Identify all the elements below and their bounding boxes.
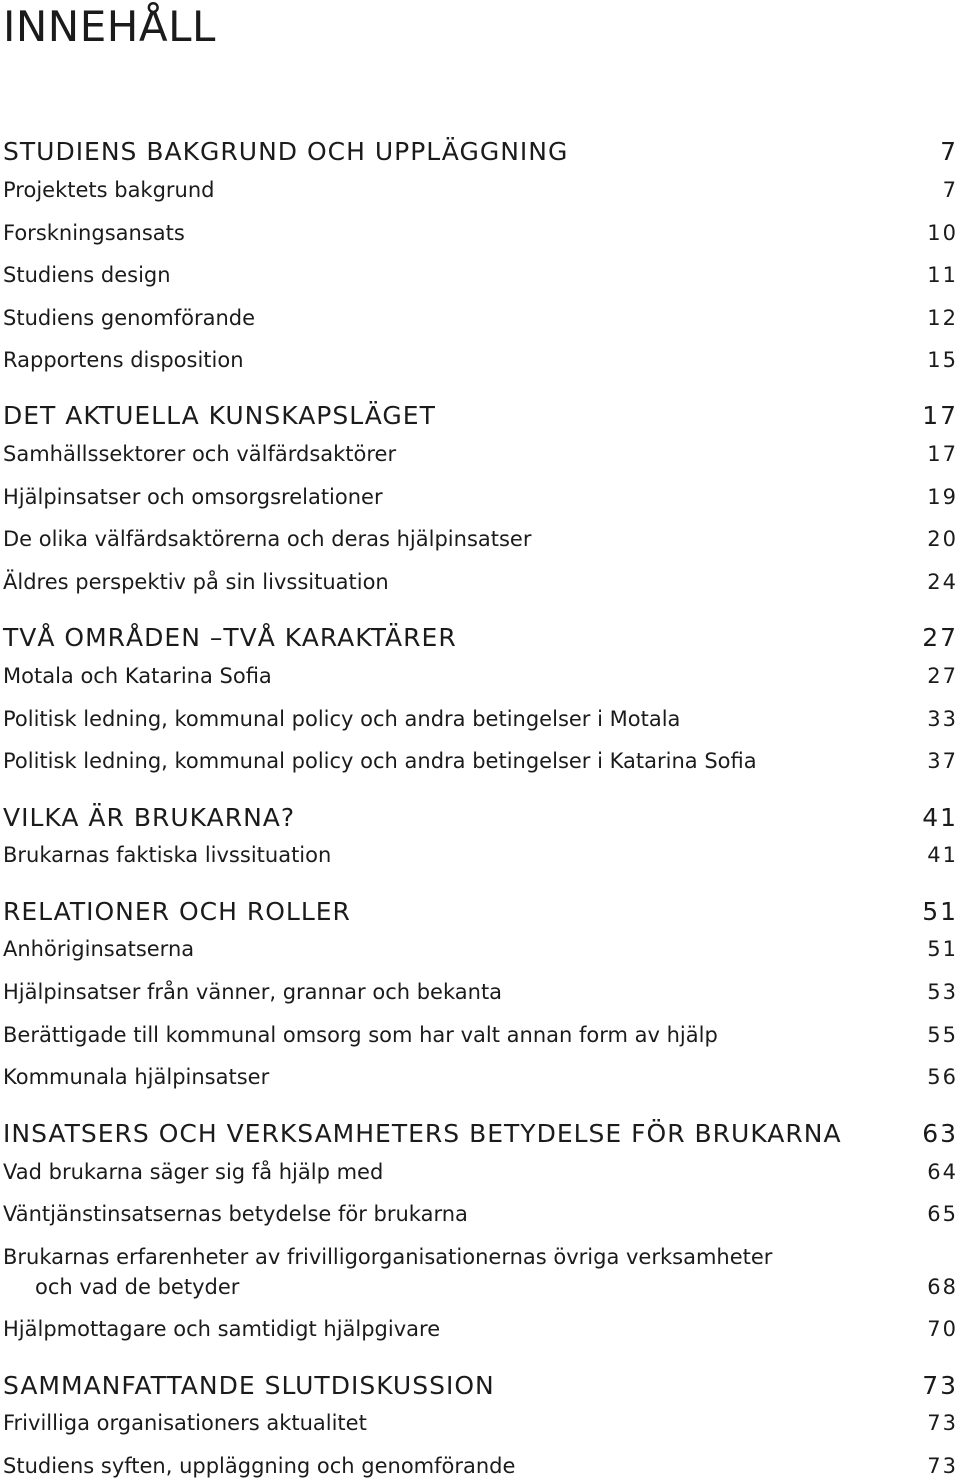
toc-entry[interactable] (3, 1199, 958, 1229)
toc-entry-label: Vad brukarna säger sig få hjälp med (3, 1160, 384, 1184)
toc-page-number: 37 (927, 749, 958, 773)
toc-page-number: 20 (927, 527, 958, 551)
toc-page-number: 11 (927, 263, 958, 287)
toc-page-number: 51 (922, 897, 958, 926)
toc-entry-label: Politisk ledning, kommunal policy och andra betingelser i Katarina Sofia (3, 749, 757, 773)
toc-section-heading[interactable] (3, 1371, 958, 1401)
toc-entry-label: Studiens genomförande (3, 306, 256, 330)
toc-page-number: 17 (922, 401, 958, 430)
toc-page-number: 17 (927, 442, 958, 466)
toc-entry-label: Frivilliga organisationers aktualitet (3, 1411, 367, 1435)
toc-entry-label: Brukarnas erfarenheter av frivilligorganisationernas övriga verksamheter (3, 1245, 773, 1269)
toc-entry-label: Väntjänstinsatsernas betydelse för brukarna (3, 1202, 468, 1226)
toc-page-number: 65 (927, 1202, 958, 1226)
toc-entry-label: Berättigade till kommunal omsorg som har valt annan form av hjälp (3, 1023, 718, 1047)
toc-page-number: 64 (927, 1160, 958, 1184)
toc-page-number: 53 (927, 980, 958, 1004)
toc-page-number: 70 (927, 1317, 958, 1341)
toc-page-number: 19 (927, 485, 958, 509)
toc-entry-label: Brukarnas faktiska livssituation (3, 843, 332, 867)
toc-heading-label: RELATIONER OCH ROLLER (3, 897, 351, 926)
toc-entry[interactable] (3, 1020, 958, 1050)
toc-entry-label: Studiens design (3, 263, 171, 287)
toc-page-number: 27 (927, 664, 958, 688)
toc-page-number: 73 (927, 1411, 958, 1435)
toc-entry-label: Studiens syften, uppläggning och genomförande (3, 1454, 516, 1478)
toc-entry[interactable] (3, 218, 958, 248)
toc-entry-label-continued: och vad de betyder (35, 1275, 240, 1299)
toc-entry-label: Hjälpinsatser från vänner, grannar och bekanta (3, 980, 503, 1004)
toc-entry[interactable] (3, 1408, 958, 1438)
toc-entry[interactable] (3, 345, 958, 375)
toc-entry-label: Hjälpmottagare och samtidigt hjälpgivare (3, 1317, 441, 1341)
toc-entry[interactable] (3, 934, 958, 964)
toc-entry[interactable] (3, 524, 958, 554)
toc-section-heading[interactable] (3, 897, 958, 927)
toc-entry-label: Samhällssektorer och välfärdsaktörer (3, 442, 397, 466)
toc-entry[interactable] (3, 260, 958, 290)
toc-entry-label: Politisk ledning, kommunal policy och andra betingelser i Motala (3, 707, 681, 731)
toc-entry-label: Forskningsansats (3, 221, 185, 245)
toc-entry[interactable] (3, 1157, 958, 1187)
toc-section-heading[interactable] (3, 401, 958, 431)
toc-entry[interactable] (3, 704, 958, 734)
toc-page-number: 41 (927, 843, 958, 867)
toc-entry[interactable] (3, 175, 958, 205)
toc-page-number: 68 (927, 1275, 958, 1299)
toc-entry[interactable] (3, 482, 958, 512)
toc-heading-label: STUDIENS BAKGRUND OCH UPPLÄGGNING (3, 137, 569, 166)
toc-page-number: 15 (927, 348, 958, 372)
toc-entry[interactable] (3, 1242, 958, 1302)
toc-section-heading[interactable] (3, 1119, 958, 1149)
toc-section-heading[interactable] (3, 623, 958, 653)
toc-page-number: 27 (922, 623, 958, 652)
toc-entry[interactable] (3, 746, 958, 776)
page-title: INNEHÅLL (3, 2, 216, 51)
toc-entry-label: Rapportens disposition (3, 348, 244, 372)
toc-entry-label: Anhöriginsatserna (3, 937, 195, 961)
toc-entry-label: Hjälpinsatser och omsorgsrelationer (3, 485, 383, 509)
toc-page-number: 10 (927, 221, 958, 245)
toc-heading-label: INSATSERS OCH VERKSAMHETERS BETYDELSE FÖR BRUKARNA (3, 1119, 842, 1148)
toc-entry-label: Projektets bakgrund (3, 178, 215, 202)
toc-entry-label: Motala och Katarina Sofia (3, 664, 272, 688)
toc-entry[interactable] (3, 977, 958, 1007)
toc-section-heading[interactable] (3, 137, 958, 167)
toc-heading-label: VILKA ÄR BRUKARNA? (3, 803, 296, 832)
toc-page-number: 51 (927, 937, 958, 961)
toc-page-number: 56 (927, 1065, 958, 1089)
toc-heading-label: SAMMANFATTANDE SLUTDISKUSSION (3, 1371, 495, 1400)
toc-entry[interactable] (3, 1451, 958, 1481)
toc-heading-label: TVÅ OMRÅDEN –TVÅ KARAKTÄRER (3, 623, 457, 652)
toc-entry[interactable] (3, 661, 958, 691)
toc-page-number: 41 (922, 803, 958, 832)
toc-entry[interactable] (3, 439, 958, 469)
toc-entry-label: Äldres perspektiv på sin livssituation (3, 570, 389, 594)
toc-page-number: 12 (927, 306, 958, 330)
toc-entry-label: De olika välfärdsaktörerna och deras hjälpinsatser (3, 527, 532, 551)
toc-entry[interactable] (3, 303, 958, 333)
toc-entry[interactable] (3, 567, 958, 597)
toc-page-number: 63 (922, 1119, 958, 1148)
toc-page-number: 55 (927, 1023, 958, 1047)
toc-page-number: 33 (927, 707, 958, 731)
toc-section-heading[interactable] (3, 803, 958, 833)
toc-entry-label: Kommunala hjälpinsatser (3, 1065, 270, 1089)
toc-entry[interactable] (3, 1062, 958, 1092)
toc-entry[interactable] (3, 840, 958, 870)
toc-page-number: 24 (927, 570, 958, 594)
toc-page-number: 7 (940, 137, 958, 166)
toc-page-number: 73 (922, 1371, 958, 1400)
toc-entry[interactable] (3, 1314, 958, 1344)
toc-page-number: 73 (927, 1454, 958, 1478)
toc-heading-label: DET AKTUELLA KUNSKAPSLÄGET (3, 401, 436, 430)
toc-page-number: 7 (942, 178, 958, 202)
